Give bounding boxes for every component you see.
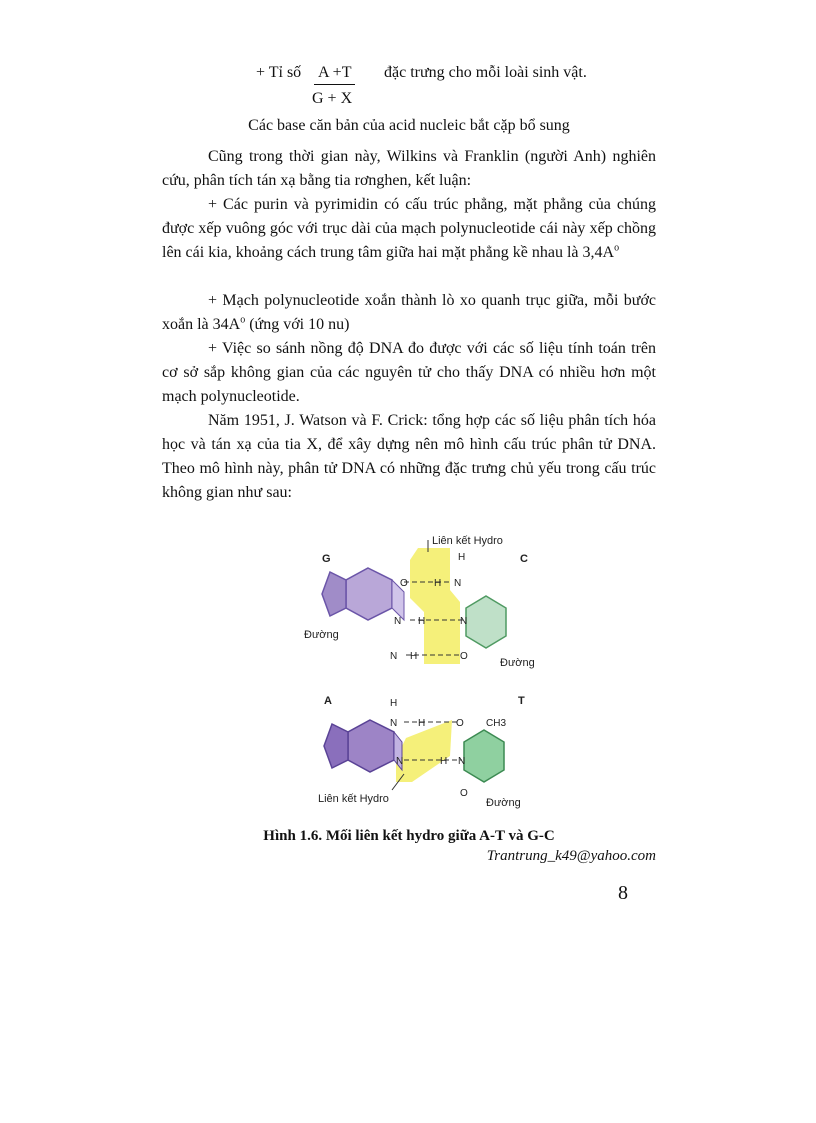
paragraph-watson-crick [162, 409, 656, 505]
atom-label: N [396, 756, 404, 767]
author-email: Trantrung_k49@yahoo.com [486, 848, 656, 864]
hydrogen-bond-figure [300, 520, 550, 812]
paragraph-text: + Các purin và pyrimidin có cấu trúc phẳng, mặt phẳng của chúng được xếp vuông góc với trục dài của mạch polynucleotide cái này xếp chồng lên cái kia, khoảng cách trung tâm giữa hai mặt phẳng kề nhau là 3,4A [162, 196, 656, 261]
paragraph-text: + Việc so sánh nồng độ DNA đo được với các số liệu tính toán trên cơ sở sắp không gian của các nguyên tử cho thấy DNA có nhiều hơn một mạch polynucleotide. [162, 340, 656, 405]
atom-label: O [400, 578, 408, 589]
ratio-suffix: đặc trưng cho mỗi loài sinh vật. [384, 64, 587, 81]
hbond-label-top: Liên kết Hydro [432, 535, 503, 547]
paragraph-helix-pitch [162, 289, 656, 337]
atom-label: O [460, 651, 468, 662]
atom-label: N [394, 616, 402, 627]
base-pairing-heading: Các base căn bản của acid nucleic bắt cặp bổ sung [248, 117, 570, 134]
atom-label: H [434, 578, 442, 589]
degree-mark: o [614, 242, 620, 254]
label-t: T [518, 695, 525, 707]
guanine-six-ring [346, 568, 392, 620]
paragraph-planar-bases [162, 193, 656, 265]
methyl-label: CH3 [486, 718, 507, 729]
atom-label: N [458, 756, 466, 767]
adenine-five-ring [324, 724, 348, 768]
figure-caption: Hình 1.6. Mối liên kết hydro giữa A-T và G-C [263, 828, 555, 844]
page-number: 8 [618, 882, 628, 904]
sugar-label-g: Đường [304, 629, 339, 641]
label-g: G [322, 553, 331, 565]
degree-mark: o [240, 314, 246, 326]
ratio-line [256, 62, 587, 107]
sugar-label-c: Đường [500, 657, 535, 669]
paragraph-text: + Mạch polynucleotide xoắn thành lò xo quanh trục giữa, mỗi bước xoắn là 34A [162, 292, 656, 333]
label-c: C [520, 553, 528, 565]
atom-label: N [454, 578, 462, 589]
paragraph-text: Cũng trong thời gian này, Wilkins và Franklin (người Anh) nghiên cứu, phân tích tán xạ bằng tia rơnghen, kết luận: [162, 148, 656, 189]
atom-label: N [460, 616, 468, 627]
atom-label: H [458, 552, 466, 563]
paragraph-text: Năm 1951, J. Watson và F. Crick: tổng hợp các số liệu phân tích hóa học và tán xạ của tia X, để xây dựng nên mô hình cấu trúc phân tử DNA. Theo mô hình này, phân tử DNA có những đặc trưng chủ yếu trong cấu trúc không gian như sau: [162, 412, 656, 501]
ratio-denominator: G + X [312, 90, 353, 107]
paragraph-tail: (ứng với 10 nu) [245, 316, 350, 333]
atom-label: H [418, 718, 426, 729]
cytosine-ring [466, 596, 506, 648]
thymine-ring [464, 730, 504, 782]
hbond-label-bottom: Liên kết Hydro [318, 793, 389, 805]
paragraph-dna-concentration [162, 337, 656, 409]
ratio-prefix: + Tỉ số [256, 64, 302, 81]
adenine-six-ring [348, 720, 394, 772]
hbond-band-gc [410, 548, 460, 664]
atom-label: N [390, 651, 398, 662]
guanine-five-ring [322, 572, 346, 616]
atom-label: N [390, 718, 398, 729]
paragraph-wilkins-franklin [162, 145, 656, 193]
atom-label: H [390, 698, 398, 709]
atom-label: H [418, 616, 426, 627]
atom-label: O [460, 788, 468, 799]
atom-label: H [440, 756, 448, 767]
sugar-label-t: Đường [486, 797, 521, 809]
label-a: A [324, 695, 332, 707]
hbond-band-at [396, 720, 452, 782]
atom-label: H [410, 651, 418, 662]
atom-label: O [456, 718, 464, 729]
ratio-numerator: A +T [314, 62, 355, 85]
